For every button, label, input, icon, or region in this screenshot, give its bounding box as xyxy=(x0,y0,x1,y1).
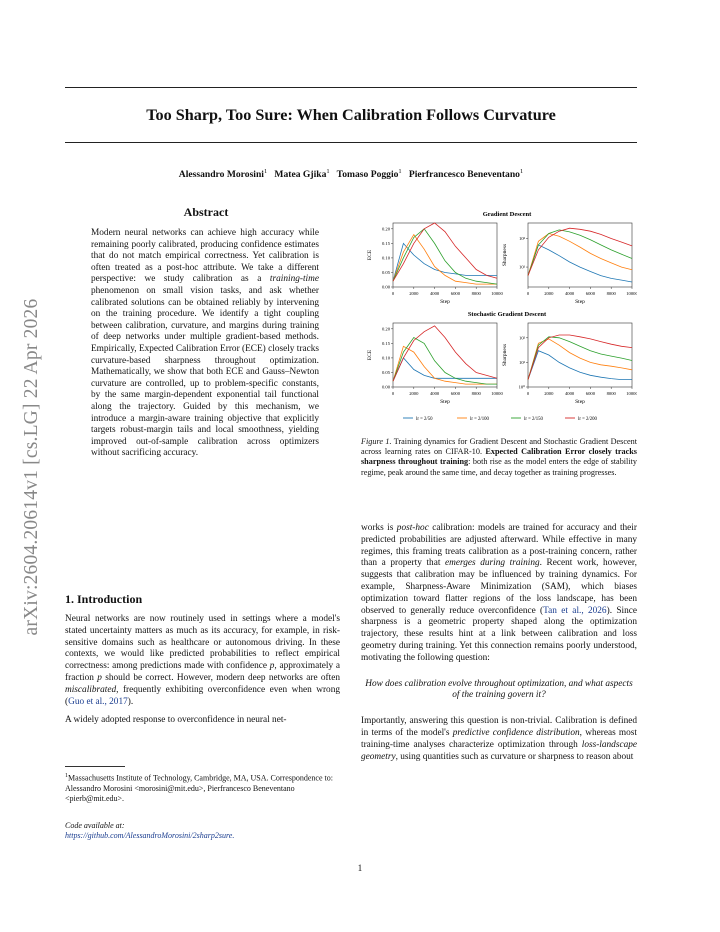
x-tick-label: 4000 xyxy=(565,391,575,396)
y-tick-label: 0.00 xyxy=(381,284,390,290)
x-tick-label: 6000 xyxy=(585,391,595,396)
x-tick-label: 2000 xyxy=(409,391,419,396)
x-tick-label: 6000 xyxy=(585,291,595,296)
x-tick-label: 8000 xyxy=(471,391,481,396)
paper-title: Too Sharp, Too Sure: When Calibration Follows Curvature xyxy=(146,106,556,124)
figure-caption xyxy=(361,437,637,478)
abstract-text: Modern neural networks can achieve high accuracy while remaining poorly calibrated, producing confidence estimates that do not match empirical correctness. Yet calibration is often treated as a post-hoc attribute. We take a different perspective: we study calibration as a xyxy=(91,228,319,285)
x-tick-label: 2000 xyxy=(544,291,554,296)
x-axis-label: Step xyxy=(575,399,585,405)
intro-right-column xyxy=(361,523,637,770)
abstract-body xyxy=(91,228,319,460)
emphasis: loss-landscape geometry xyxy=(361,739,637,762)
math-var: p xyxy=(269,661,275,672)
x-tick-label: 10000 xyxy=(626,291,637,296)
math-var: p xyxy=(97,672,102,683)
y-tick-label: 0.10 xyxy=(381,355,390,361)
code-availability xyxy=(65,821,343,841)
panel-title-gd: Gradient Descent xyxy=(482,211,532,218)
author-affiliation-mark: 1 xyxy=(398,168,402,175)
x-tick-label: 4000 xyxy=(430,391,440,396)
author-affiliation-mark: 1 xyxy=(263,168,268,175)
text: . Recent work, however, suggests that calibration may be influenced by training dynamics. For example, Sharpness-Aware Minimization (SAM), which biases optimization toward flatter regions of the loss landscape, has been observed to generally reduce overconfidence ( xyxy=(361,558,637,616)
x-tick-label: 10000 xyxy=(491,291,503,296)
y-tick-label: 0.15 xyxy=(381,240,390,246)
author-affiliation-mark: 1 xyxy=(326,168,330,175)
y-tick-label: 0.05 xyxy=(381,370,390,376)
caption-text: : both rise as the model enters the edge of stability regime, peak around the same time, and decay together as training progresses. xyxy=(361,457,637,477)
x-axis-label: Step xyxy=(440,299,450,305)
legend-label: lr = 2/50 xyxy=(416,417,433,422)
caption-label: Figure 1. xyxy=(361,437,392,446)
author-name: Matea Gjika xyxy=(274,169,327,181)
figure-1 xyxy=(361,205,637,431)
text: ). xyxy=(127,696,134,707)
x-tick-label: 0 xyxy=(526,291,530,296)
text: , using quantities such as curvature or sharpness to reason about xyxy=(395,751,634,762)
abstract-heading: Abstract xyxy=(183,205,229,219)
paragraph xyxy=(361,716,637,763)
y-axis-label: Sharpness xyxy=(502,343,508,367)
arxiv-stamp-text: arXiv:2604.20614v1 [cs.LG] 22 Apr 2026 xyxy=(21,298,42,636)
y-axis-label: Sharpness xyxy=(502,243,508,267)
title-bottom-rule xyxy=(65,142,637,143)
series-line-3 xyxy=(528,230,632,276)
x-tick-label: 4000 xyxy=(565,291,575,296)
author-affiliation-mark: 1 xyxy=(519,168,524,175)
text: should be correct. However, modern deep networks are often xyxy=(101,672,340,683)
page-number: 1 xyxy=(357,864,363,874)
footnote xyxy=(65,771,343,804)
series-line-2 xyxy=(528,234,632,276)
emphasis: emerges during training xyxy=(445,558,540,569)
arxiv-stamp xyxy=(12,262,52,672)
text: , approximately a fraction xyxy=(65,661,340,683)
text: works is xyxy=(361,523,397,533)
author-name: Pierfrancesco Beneventano xyxy=(408,169,520,181)
caption-text: Training dynamics for Gradient Descent and Stochastic Gradient Descent across learning rates on CIFAR-10. xyxy=(361,437,638,457)
paragraph xyxy=(361,523,637,665)
y-tick-label: 10¹ xyxy=(519,360,525,366)
series-line-1 xyxy=(528,351,632,380)
text: ). Since sharpness is a geometric property shaped along the optimization trajectory, these results hint at a link between calibration and loss geometry during training. Yet this connection remains poorly understood, motivating the following question: xyxy=(361,605,637,663)
x-tick-label: 6000 xyxy=(450,291,460,296)
text: Importantly, answering this question is non-trivial. Calibration is defined in terms of the model's xyxy=(361,716,637,738)
y-axis-label: ECE xyxy=(367,249,373,261)
y-tick-label: 10² xyxy=(519,335,525,341)
y-tick-label: 10¹ xyxy=(519,264,525,270)
series-line-1 xyxy=(528,245,632,282)
caption-bold: Expected Calibration Error closely tracks sharpness throughout training xyxy=(361,447,637,467)
text: , frequently exhibiting overconfidence even when wrong ( xyxy=(65,684,340,707)
author-list xyxy=(65,168,637,180)
footnote-rule xyxy=(65,766,125,767)
y-tick-label: 0.15 xyxy=(381,340,390,346)
citation-link[interactable]: Tan et al., 2026 xyxy=(543,605,607,616)
author-name: Tomaso Poggio xyxy=(336,169,399,181)
y-tick-label: 0.10 xyxy=(381,255,390,261)
x-tick-label: 8000 xyxy=(606,391,616,396)
research-question: How does calibration evolve throughout optimization, and what aspects of the training govern it? xyxy=(365,678,633,701)
x-tick-label: 0 xyxy=(526,391,530,396)
intro-left-column xyxy=(65,614,340,734)
x-tick-label: 4000 xyxy=(430,291,440,296)
series-line-1 xyxy=(393,358,497,381)
paragraph: A widely adopted response to overconfidence in neural net- xyxy=(65,715,287,726)
footnote-text: Massachusetts Institute of Technology, Cambridge, MA, USA. Correspondence to: Alessandro Morosini <morosini@mit.edu>, Pierfrancesco Beneventano <pierb@mit.edu>. xyxy=(65,773,333,803)
x-tick-label: 8000 xyxy=(606,291,616,296)
x-tick-label: 0 xyxy=(391,291,395,296)
panel-title-sgd: Stochastic Gradient Descent xyxy=(467,311,547,318)
plot-frame xyxy=(393,223,497,287)
paragraph xyxy=(65,614,340,708)
y-tick-label: 0.05 xyxy=(381,270,390,276)
x-tick-label: 6000 xyxy=(450,391,460,396)
footnote-mark: 1 xyxy=(65,773,68,779)
emphasis: post-hoc xyxy=(396,523,429,533)
series-line-3 xyxy=(393,338,497,385)
x-tick-label: 10000 xyxy=(626,391,637,396)
x-tick-label: 8000 xyxy=(471,291,481,296)
author-name: Alessandro Morosini xyxy=(178,169,264,181)
y-tick-label: 0.00 xyxy=(381,384,390,390)
text: calibration: models are trained for accuracy and their predicted probabilities are adjusted afterward. While effective in many regimes, this framing treats calibration as a post-training concern, rather than a property that xyxy=(361,523,637,569)
legend-label: lr = 2/100 xyxy=(470,417,489,422)
x-tick-label: 2000 xyxy=(544,391,554,396)
y-tick-label: 0.20 xyxy=(381,326,390,332)
legend-label: lr = 2/200 xyxy=(578,417,597,422)
abstract-emphasis: training-time xyxy=(269,274,319,285)
plot-frame xyxy=(528,323,632,387)
x-axis-label: Step xyxy=(440,399,450,405)
y-tick-label: 0.20 xyxy=(381,226,390,232)
abstract-text: phenomenon on small vision tasks, and ask whether calibrated solutions can be obtained reliably by intervening on the training procedure. We identify a tight coupling between calibration, curvature, and margins during training of deep networks under multiple gradient-based methods. Empirically, Expected Calibration Error (ECE) closely tracks curvature-based sharpness throughout optimization. Mathematically, we show that both ECE and Gauss–Newton curvature are controlled, up to problem-specific constants, by the same margin-dependent exponential tail functional along the trajectory. Guided by this mechanism, we introduce a margin-aware training objective that explicitly targets robust-margin tails and local smoothness, yielding improved out-of-sample calibration across optimizers without sacrificing accuracy. xyxy=(91,285,319,459)
x-tick-label: 0 xyxy=(391,391,395,396)
x-tick-label: 10000 xyxy=(491,391,503,396)
legend-label: lr = 2/150 xyxy=(524,417,543,422)
x-axis-label: Step xyxy=(575,299,585,305)
y-tick-label: 10² xyxy=(519,236,525,242)
top-rule xyxy=(65,87,637,88)
figure-chart xyxy=(361,205,637,431)
text: , whereas most training-time analyses characterize optimization through xyxy=(361,727,638,750)
x-tick-label: 2000 xyxy=(409,291,419,296)
code-label: Code available at: xyxy=(65,821,125,830)
citation-link[interactable]: Guo et al., 2017 xyxy=(68,696,128,707)
series-line-2 xyxy=(393,235,497,285)
plot-frame xyxy=(393,323,497,387)
y-axis-label: ECE xyxy=(367,349,373,361)
code-url-link[interactable]: https://github.com/AlessandroMorosini/2sharp2sure. xyxy=(65,831,235,840)
section-heading: 1. Introduction xyxy=(65,592,143,606)
emphasis: predictive confidence distribution xyxy=(452,727,580,738)
emphasis: miscalibrated xyxy=(65,684,117,695)
y-tick-label: 10⁰ xyxy=(518,384,525,390)
plot-frame xyxy=(528,223,632,287)
text: Neural networks are now routinely used in settings where a model's stated uncertainty matters as much as its accuracy, for example, in risk-sensitive domains such as healthcare or autonomous driving. In these contexts, we would like predicted probabilities to reflect empirical correctness: among predictions made with confidence xyxy=(65,614,340,672)
